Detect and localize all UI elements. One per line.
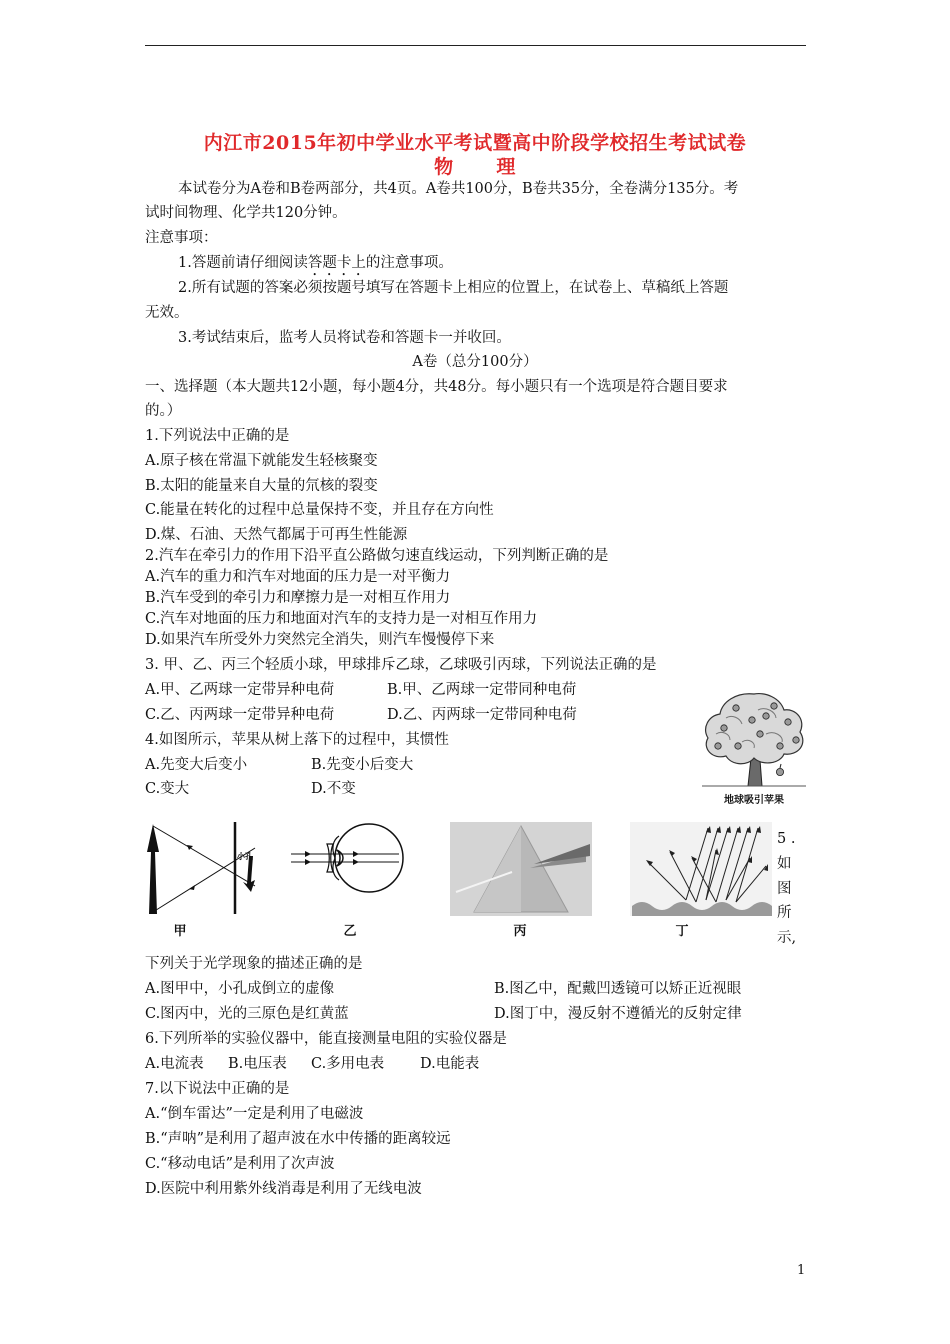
- fig-ding-diffuse: [630, 822, 772, 916]
- fig-jia-pinhole: [143, 822, 265, 916]
- q2-option: D.如果汽车所受外力突然完全消失，则汽车慢慢停下来: [145, 632, 495, 648]
- note-2-line-2: 无效。: [145, 305, 189, 321]
- subject-title: 物 理: [434, 156, 516, 178]
- q2-option: B.汽车受到的牵引力和摩擦力是一对相互作用力: [145, 590, 451, 606]
- q6-option: B.电压表: [228, 1056, 287, 1072]
- q4-option: D.不变: [311, 781, 356, 797]
- part1-line-1: 一、选择题（本大题共12小题，每小题4分，共48分。每小题只有一个选项是符合题目要求: [145, 379, 728, 395]
- note-1-c: 的注意事项。: [365, 255, 453, 271]
- q2-stem: 2.汽车在牵引力的作用下沿平直公路做匀速直线运动，下列判断正确的是: [145, 548, 609, 564]
- pinhole-label: 小孔: [237, 852, 253, 861]
- q3-option: B.甲、乙两球一定带同种电荷: [387, 682, 577, 698]
- q3-option: A.甲、乙两球一定带异种电荷: [145, 682, 335, 698]
- fig-caption-yi: 乙: [343, 924, 357, 939]
- fig-yi-eye: [287, 822, 411, 914]
- q5-side-text: 图: [777, 881, 792, 897]
- q1-option: B.太阳的能量来自大量的氘核的裂变: [145, 478, 378, 494]
- fig-bing-prism: [450, 822, 592, 916]
- note-2-line-1: 2.所有试题的答案必须按题号填写在答题卡上相应的位置上，在试卷上、草稿纸上答题: [178, 280, 729, 296]
- q7-option: A.“倒车雷达”一定是利用了电磁波: [145, 1106, 364, 1122]
- q5-side-text: 所: [777, 905, 792, 921]
- q3-stem: 3. 甲、乙、丙三个轻质小球，甲球排斥乙球，乙球吸引丙球，下列说法正确的是: [145, 657, 657, 673]
- q7-option: D.医院中利用紫外线消毒是利用了无线电波: [145, 1181, 422, 1197]
- q5-side-text: 示,: [777, 930, 797, 946]
- q4-stem: 4.如图所示，苹果从树上落下的过程中，其惯性: [145, 732, 449, 748]
- q1-option: C.能量在转化的过程中总量保持不变，并且存在方向性: [145, 502, 494, 518]
- section-a-heading: A卷（总分100分）: [412, 354, 538, 370]
- q4-option: A.先变大后变小: [145, 757, 248, 773]
- fig-caption-ding: 丁: [675, 924, 689, 939]
- q5-option: A.图甲中，小孔成倒立的虚像: [145, 981, 335, 997]
- q3-option: C.乙、丙两球一定带异种电荷: [145, 707, 335, 723]
- page-number: 1: [797, 1263, 806, 1278]
- q7-option: C.“移动电话”是利用了次声波: [145, 1156, 335, 1172]
- q5-side-text: 如: [777, 856, 792, 872]
- q6-option: D.电能表: [420, 1056, 480, 1072]
- fig-caption-jia: 甲: [173, 924, 187, 939]
- q5-side-text: 5 .: [777, 831, 796, 847]
- exam-title: 内江市2015年初中学业水平考试暨高中阶段学校招生考试试卷: [203, 132, 747, 154]
- note-1-a: 1.答题前请仔细阅读: [178, 255, 308, 271]
- q7-option: B.“声呐”是利用了超声波在水中传播的距离较远: [145, 1131, 451, 1147]
- q2-option: C.汽车对地面的压力和地面对汽车的支持力是一对相互作用力: [145, 611, 538, 627]
- notes-title: 注意事项：: [145, 230, 218, 246]
- header-rule: [145, 45, 806, 46]
- note-1-emphasis: 答题卡上: [307, 255, 366, 271]
- q1-option: D.煤、石油、天然气都属于可再生性能源: [145, 527, 408, 543]
- q4-option: C.变大: [145, 781, 190, 797]
- q5-option: D.图丁中，漫反射不遵循光的反射定律: [494, 1006, 742, 1022]
- note-1: [178, 254, 453, 279]
- q3-option: D.乙、丙两球一定带同种电荷: [387, 707, 577, 723]
- fig-caption-bing: 丙: [513, 924, 527, 939]
- note-3: 3.考试结束后，监考人员将试卷和答题卡一并收回。: [178, 330, 511, 346]
- part1-line-2: 的。）: [145, 403, 182, 419]
- q4-option: B.先变小后变大: [311, 757, 414, 773]
- q1-option: A.原子核在常温下就能发生轻核聚变: [145, 453, 378, 469]
- intro-line-2: 试时间物理、化学共120分钟。: [145, 205, 347, 221]
- q1-stem: 1.下列说法中正确的是: [145, 428, 290, 444]
- apple-tree-caption: 地球吸引苹果: [724, 795, 784, 806]
- apple-tree-figure: [696, 688, 812, 788]
- q7-stem: 7.以下说法中正确的是: [145, 1081, 290, 1097]
- q5-stem: 下列关于光学现象的描述正确的是: [145, 956, 363, 972]
- q2-option: A.汽车的重力和汽车对地面的压力是一对平衡力: [145, 569, 451, 585]
- q5-option: C.图丙中，光的三原色是红黄蓝: [145, 1006, 349, 1022]
- q5-option: B.图乙中，配戴凹透镜可以矫正近视眼: [494, 981, 742, 997]
- q6-option: A.电流表: [145, 1056, 204, 1072]
- intro-line-1: 本试卷分为A卷和B卷两部分，共4页。A卷共100分，B卷共35分，全卷满分135分。考: [178, 181, 739, 197]
- q6-option: C.多用电表: [311, 1056, 385, 1072]
- q6-stem: 6.下列所举的实验仪器中，能直接测量电阻的实验仪器是: [145, 1031, 507, 1047]
